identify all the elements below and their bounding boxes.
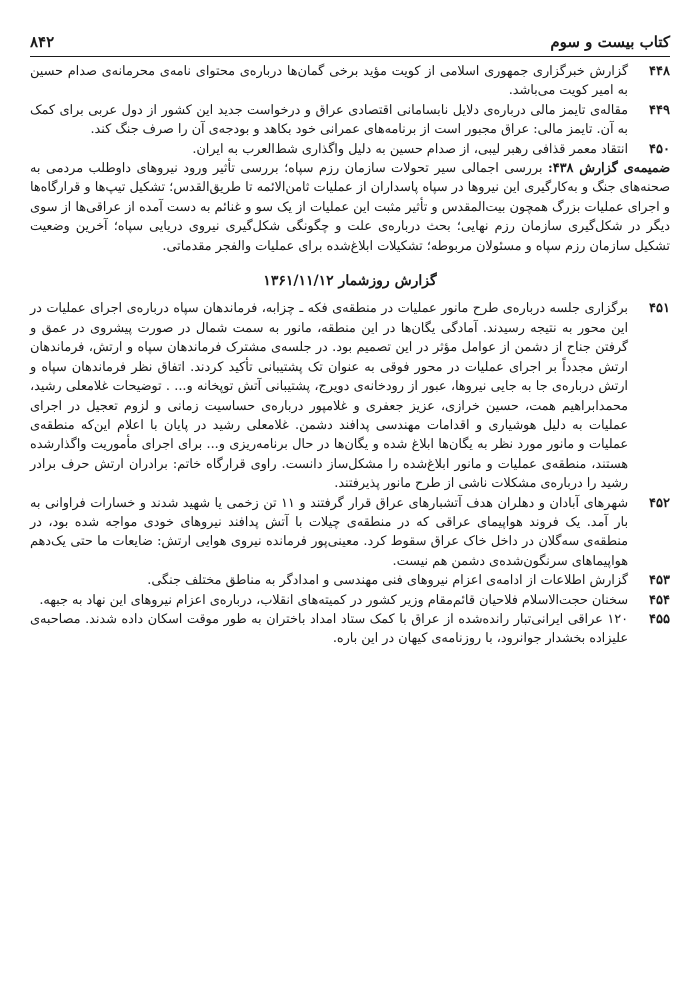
header-divider — [30, 56, 670, 57]
entry-text: شهرهای آبادان و دهلران هدف آتشبارهای عراق قرار گرفتند و ۱۱ تن زخمی یا شهید شدند و خسارات فراوانی به بار آمد. یک فروند هواپیمای عراقی که در منطقه‌ی چیلات با آتش پدافند نیروهای خودی مواجه شده بود، در منطقه‌ی سه‌گلان در داخل خاک عراق سقوط کرد. معینی‌پور فرمانده نیروی هوایی ارتش: ضایعات ما حتی یک‌دهم هواپیماهای سرنگون‌شده‌ی دشمن هم نیست. — [30, 495, 628, 569]
entry-text: سخنان حجت‌الاسلام فلاحیان قائم‌مقام وزیر کشور در کمیته‌های انقلاب، درباره‌ی اعزام نیروهای این نهاد به جبهه. — [39, 592, 628, 608]
entry-text: گزارش اطلاعات از ادامه‌ی اعزام نیروهای فنی مهندسی و امدادگر به مناطق مختلف جنگی. — [147, 573, 628, 589]
entry-450 — [30, 140, 670, 159]
entry-text: انتقاد معمر قذافی رهبر لیبی، از صدام حسین به دلیل واگذاری شط‌العرب به ایران. — [192, 141, 628, 157]
entry-number: ۴۵۳ — [649, 573, 670, 589]
entry-453 — [30, 571, 670, 590]
supplement-label: ضمیمه‌ی گزارش ۴۳۸: — [547, 161, 670, 177]
page-header — [30, 30, 670, 54]
entry-449 — [30, 101, 670, 140]
entry-number: ۴۴۹ — [649, 102, 670, 118]
entry-448 — [30, 62, 670, 101]
entry-number: ۴۵۴ — [649, 592, 670, 608]
entry-number: ۴۵۵ — [649, 611, 670, 627]
entry-text: مقاله‌ی تایمز مالی درباره‌ی دلایل نابسامانی اقتصادی عراق و درخواست جدید این کشور از دول عربی برای کمک به آن. تایمز مالی: عراق مجبور است از برنامه‌های عمرانی خود بکاهد و بودجه‌ی آن را صرف جنگ کند. — [30, 102, 628, 138]
entry-number: ۴۵۱ — [649, 301, 670, 317]
supplement-entry — [30, 159, 670, 256]
section-title: گزارش روزشمار ۱۳۶۱/۱۱/۱۲ — [263, 273, 437, 290]
entry-text: برگزاری جلسه درباره‌ی طرح مانور عملیات در منطقه‌ی فکه ـ چزابه، فرماندهان سپاه درباره‌ی اجرای عملیات در این محور به نتیجه رسیدند. آمادگی یگان‌ها در این منطقه، مانور به سمت شمال در صورت پیشروی در عمق و گرفتن جناح از دشمن از عوامل مؤثر در این تصمیم بود. در جلسه‌ی مشترک فرماندهان سپاه و ارتش، فرماندهان ارتش مجدداً بر اجرای عملیات در محور فوقی به عنوان تک پشتیبانی تأکید کردند. اتفاق نظر فرماندهان سپاه و ارتش درباره‌ی جا به جایی نیروها، عبور از رودخانه‌ی دویرج، پشتیبانی آتش توپخانه و... . توضیحات غلامعلی رشید، محمدابراهیم همت، حسین خرازی، عزیز جعفری و غلامپور درباره‌ی حساسیت زمانی و لزوم تعجیل در اجرای عملیات به دلیل هوشیاری و اقدامات مهندسی پدافند دشمن. غلامعلی رشید در پایان با اعلام این‌که منطقه‌ی عملیات و مانور مورد نظر به یگان‌ها ابلاغ شده و یگان‌ها در حال برنامه‌ریزی و... برای اجرای مأموریت واگذارشده هستند، منطقه‌ی عملیات و مانور ابلاغ‌شده را مشکل‌ساز دانست. راوی قرارگاه خاتم: برادران ارتش حرف برادر رشید را درباره‌ی مشکلات ناشی از طرح مانور پذیرفتند. — [30, 301, 628, 492]
entry-number: ۴۴۸ — [649, 64, 670, 79]
entry-number: ۴۵۰ — [649, 141, 670, 157]
page-body — [30, 62, 670, 649]
entry-text: ۱۲۰ عراقی ایرانی‌تبار رانده‌شده از عراق با کمک ستاد امداد باختران به طور موقت اسکان داده شدند. مصاحبه‌ی علیزاده بخشدار جوانرود، با روزنامه‌ی کیهان در این باره. — [30, 611, 628, 647]
book-title: کتاب بیست و سوم — [550, 33, 670, 51]
entry-number: ۴۵۲ — [649, 495, 670, 511]
entry-text: گزارش خبرگزاری جمهوری اسلامی از کویت مؤید برخی گمان‌ها درباره‌ی محتوای نامه‌ی محرمانه‌ی صدام حسین به امیر کویت می‌باشد. — [30, 64, 628, 99]
supplement-text: بررسی اجمالی سیر تحولات سازمان رزم سپاه؛ بررسی تأثیر ورود نیروهای داوطلب مردمی به صحنه‌های جنگ و به‌کارگیری این نیروها در سپاه پاسداران از عملیات ثامن‌الائمه تا طریق‌القدس؛ تشکیل تیپ‌ها و قرارگاه‌ها و اجرای عملیات بزرگ همچون بیت‌المقدس و تأثیر مثبت این عملیات از یک سو و غنائم به دست آمده از عراقی‌ها از سوی دیگر در شکل‌گیری سازمان رزم نهایی؛ بحث درباره‌ی علت و چگونگی شکل‌گیری نیروی دریایی سپاه؛ آخرین وضعیت تشکیل سازمان رزم سپاه و مسئولان مربوطه؛ تشکیلات ابلاغ‌شده برای عملیات والفجر مقدماتی. — [30, 161, 670, 254]
entry-455 — [30, 610, 670, 649]
entry-452 — [30, 494, 670, 572]
entry-451 — [30, 299, 670, 493]
entry-454 — [30, 591, 670, 610]
page-number: ۸۴۲ — [30, 33, 55, 51]
